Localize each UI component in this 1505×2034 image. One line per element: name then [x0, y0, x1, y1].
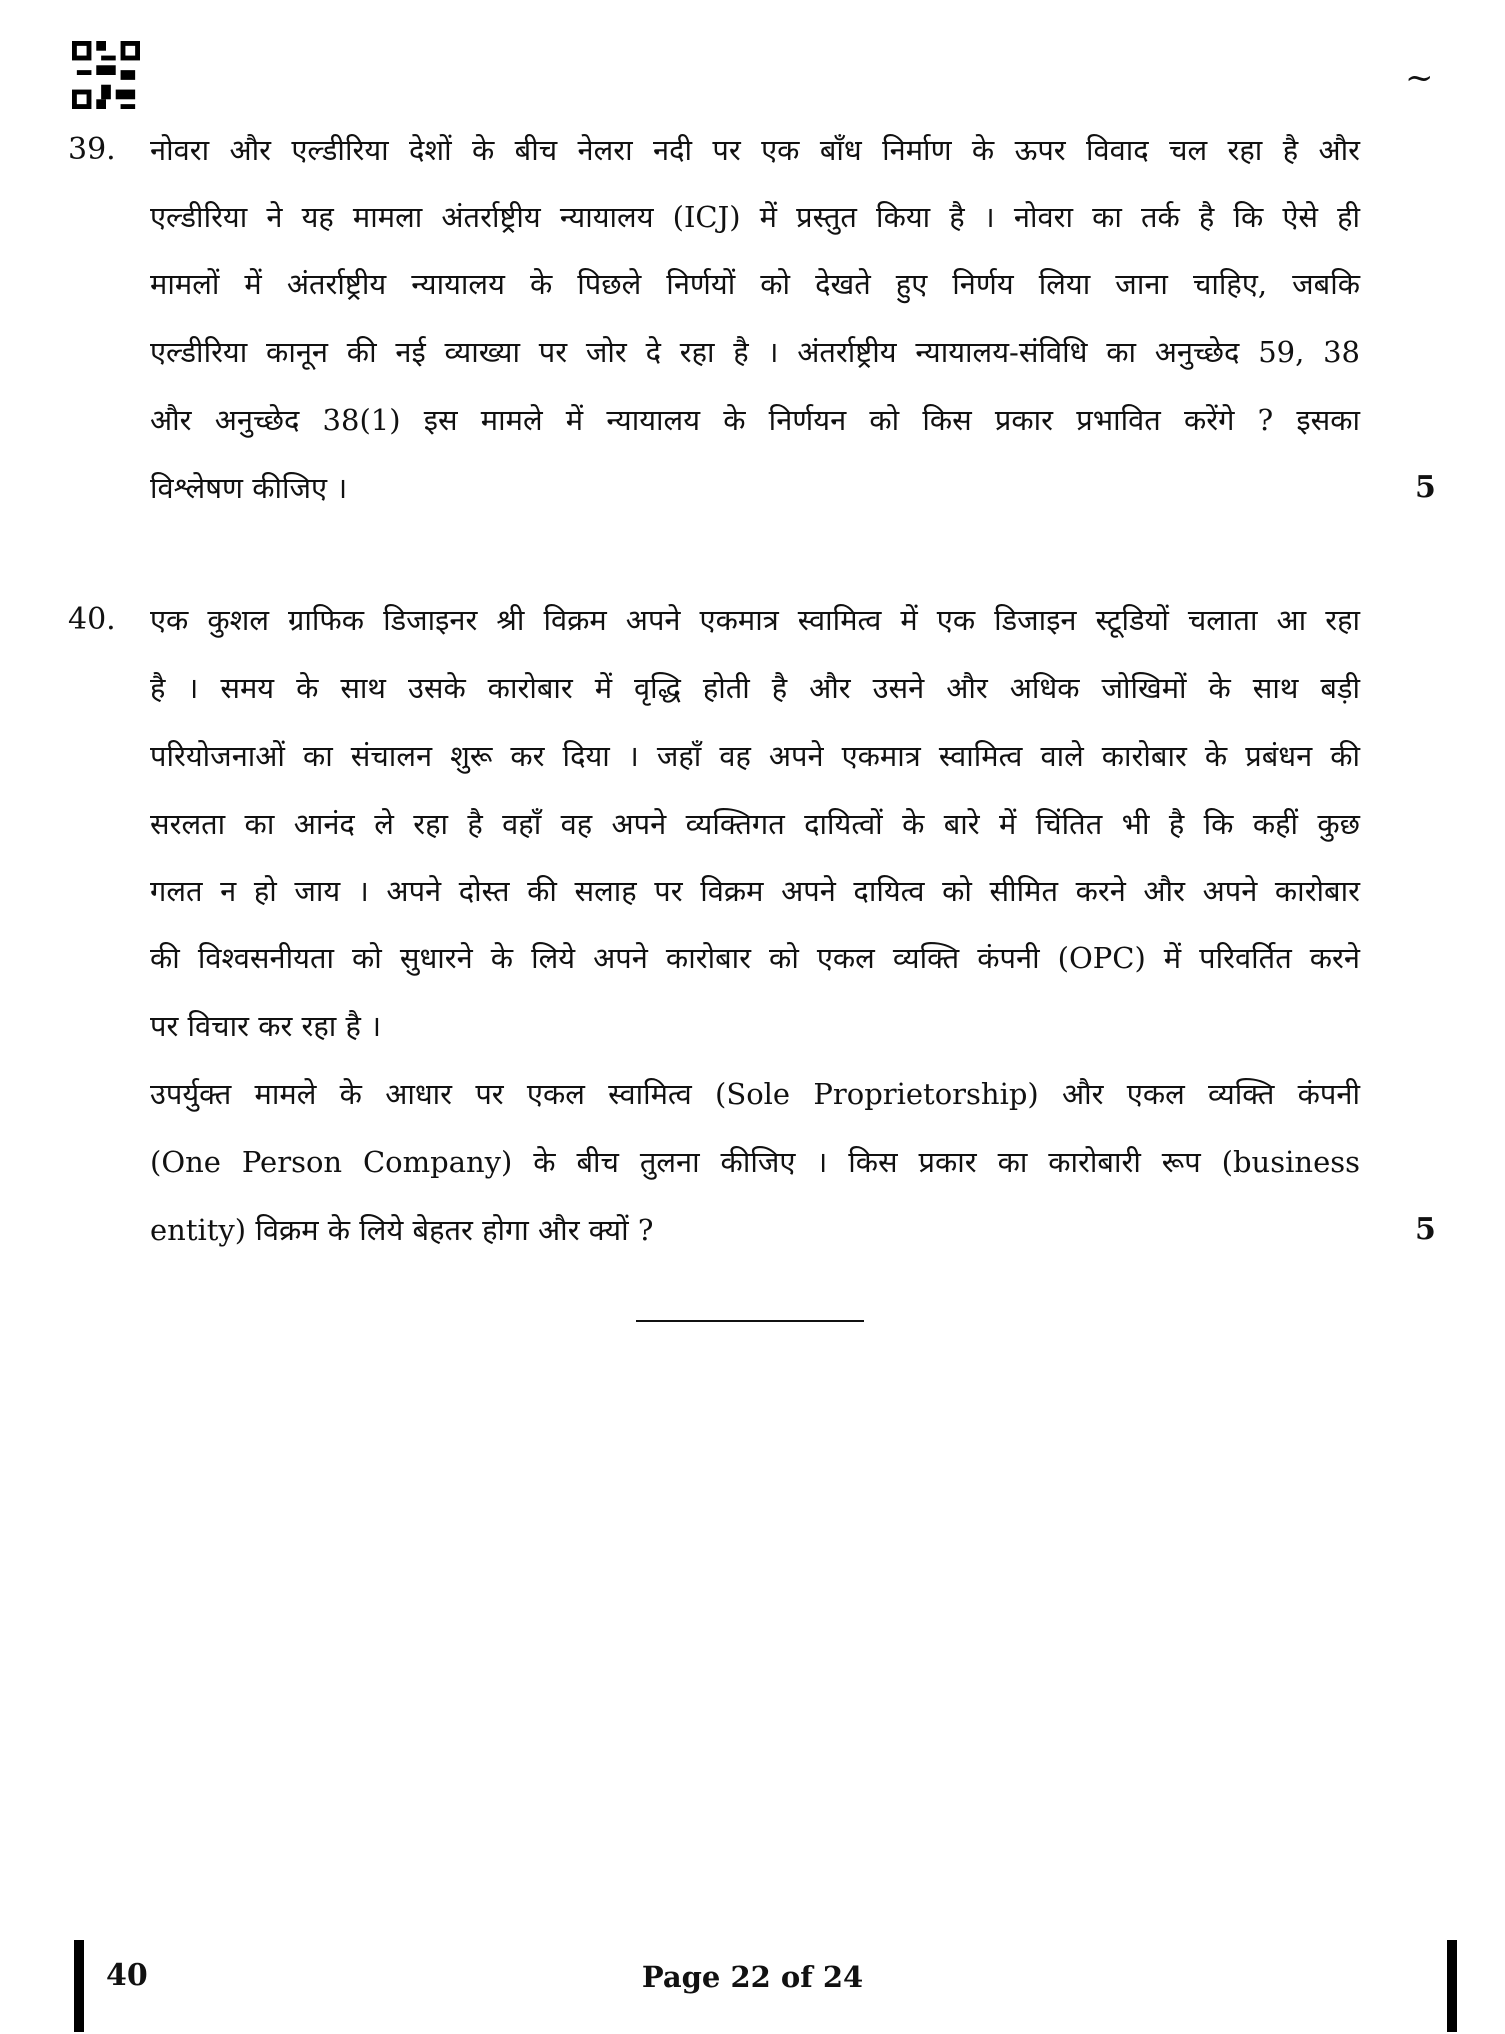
- question-text-line: मामलों में अंतर्राष्ट्रीय न्यायालय के पिछले निर्णयों को देखते हुए निर्णय लिया जाना चाहिए, जबकि: [150, 267, 1360, 301]
- question-number: 39.: [68, 132, 116, 167]
- question-text-line: एक कुशल ग्राफिक डिजाइनर श्री विक्रम अपने एकमात्र स्वामित्व में एक डिजाइन स्टूडियों चलाता आ रहा: [150, 603, 1360, 637]
- question-text-line: की विश्वसनीयता को सुधारने के लिये अपने कारोबार को एकल व्यक्ति कंपनी (OPC) में परिवर्तित करने: [150, 941, 1360, 975]
- question-marks: 5: [1415, 470, 1436, 505]
- question-text-line: पर विचार कर रहा है ।: [150, 1009, 382, 1043]
- question-text-line: नोवरा और एल्डीरिया देशों के बीच नेलरा नदी पर एक बाँध निर्माण के ऊपर विवाद चल रहा है और: [150, 133, 1360, 167]
- question-text-line: एल्डीरिया ने यह मामला अंतर्राष्ट्रीय न्यायालय (ICJ) में प्रस्तुत किया है । नोवरा का तर्क है कि ऐसे ही: [150, 200, 1360, 234]
- end-divider: [636, 1320, 864, 1322]
- question-text-line: उपर्युक्त मामले के आधार पर एकल स्वामित्व (Sole Proprietorship) और एकल व्यक्ति कंपनी: [150, 1077, 1360, 1111]
- question-text-line: entity) विक्रम के लिये बेहतर होगा और क्यों ?: [150, 1213, 654, 1247]
- question-text-line: सरलता का आनंद ले रहा है वहाँ वह अपने व्यक्तिगत दायित्वों के बारे में चिंतित भी है कि कहीं कुछ: [150, 807, 1360, 841]
- question-number: 40.: [68, 602, 116, 637]
- question-text-line: विश्लेषण कीजिए ।: [150, 471, 348, 505]
- question-text-line: है । समय के साथ उसके कारोबार में वृद्धि होती है और उसने और अधिक जोखिमों के साथ बड़ी: [150, 671, 1360, 705]
- question-text-line: एल्डीरिया कानून की नई व्याख्या पर जोर दे रहा है । अंतर्राष्ट्रीय न्यायालय-संविधि का अनुच्छेद 59, 38: [150, 335, 1360, 369]
- qr-code-icon: [72, 40, 140, 110]
- question-text-line: गलत न हो जाय । अपने दोस्त की सलाह पर विक्रम अपने दायित्व को सीमित करने और अपने कारोबार: [150, 874, 1360, 908]
- question-marks: 5: [1415, 1212, 1436, 1247]
- corner-mark: ~: [1405, 58, 1434, 98]
- page-number: Page 22 of 24: [641, 1960, 864, 1994]
- question-text-line: (One Person Company) के बीच तुलना कीजिए । किस प्रकार का कारोबारी रूप (business: [150, 1145, 1360, 1179]
- question-text-line: और अनुच्छेद 38(1) इस मामले में न्यायालय के निर्णयन को किस प्रकार प्रभावित करेंगे ? इसका: [150, 403, 1360, 437]
- question-text-line: परियोजनाओं का संचालन शुरू कर दिया । जहाँ वह अपने एकमात्र स्वामित्व वाले कारोबार के प्रबंधन की: [150, 739, 1360, 773]
- paper-code: 40: [106, 1958, 148, 1993]
